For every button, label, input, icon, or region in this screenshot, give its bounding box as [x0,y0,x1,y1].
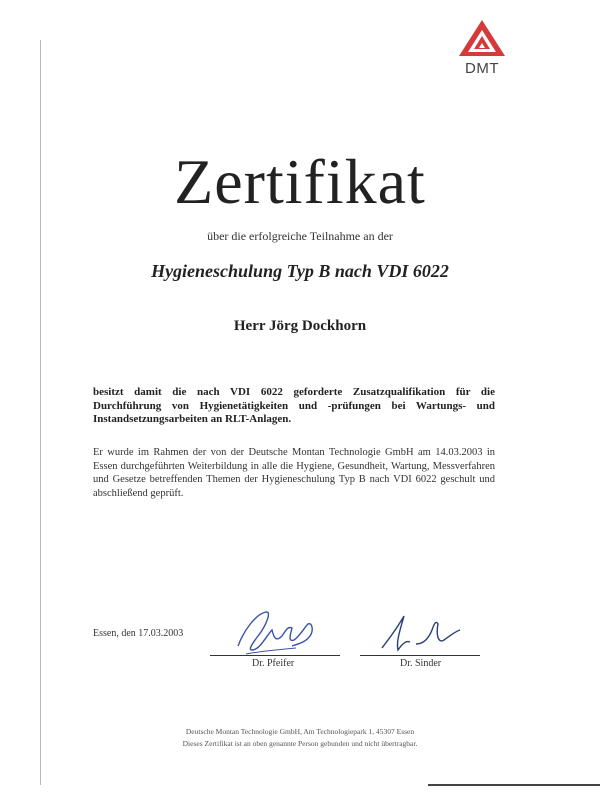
course-name: Hygieneschulung Typ B nach VDI 6022 [151,261,449,281]
details-text: Er wurde im Rahmen der von der Deutsche Montan Technologie GmbH am 14.03.2003 in Essen durchgeführten Weiterbildung in alle die Hygiene, Gesundheit, Wartung, Messverfahren und Gesetze betreffenden Themen der Hygieneschulung Typ B nach VDI 6022 geschult und abschließend geprüft. [93,447,495,499]
recipient-name: Herr Jörg Dockhorn [233,318,367,334]
signature-line-2 [360,655,480,656]
footer-address: Deutsche Montan Technologie GmbH, Am Technologiepark 1, 45307 Essen [185,727,415,736]
logo-text: DMT [465,60,499,77]
certificate-subtitle: über die erfolgreiche Teilnahme an der [207,229,393,243]
signatory-name-1: Dr. Pfeifer [252,658,295,669]
place-date: Essen, den 17.03.2003 [93,628,184,639]
certificate-title: Zertifikat [174,146,426,217]
dmt-logo [456,18,508,82]
dmt-triangle-icon [456,18,508,60]
footer-note: Dieses Zertifikat ist an oben genannte Person gebunden und nicht übertragbar. [182,739,418,748]
signatory-name-2: Dr. Sinder [400,658,442,669]
frame-bottom-border [428,784,600,786]
signature-line-1 [210,655,340,656]
qualification-text: besitzt damit die nach VDI 6022 geforderte Zusatzqualifikation für die Durchführung von Hygienetätigkeiten und -prüfungen bei Wartungs- und Instandsetzungsarbeiten an RLT-Anlagen. [93,386,495,425]
